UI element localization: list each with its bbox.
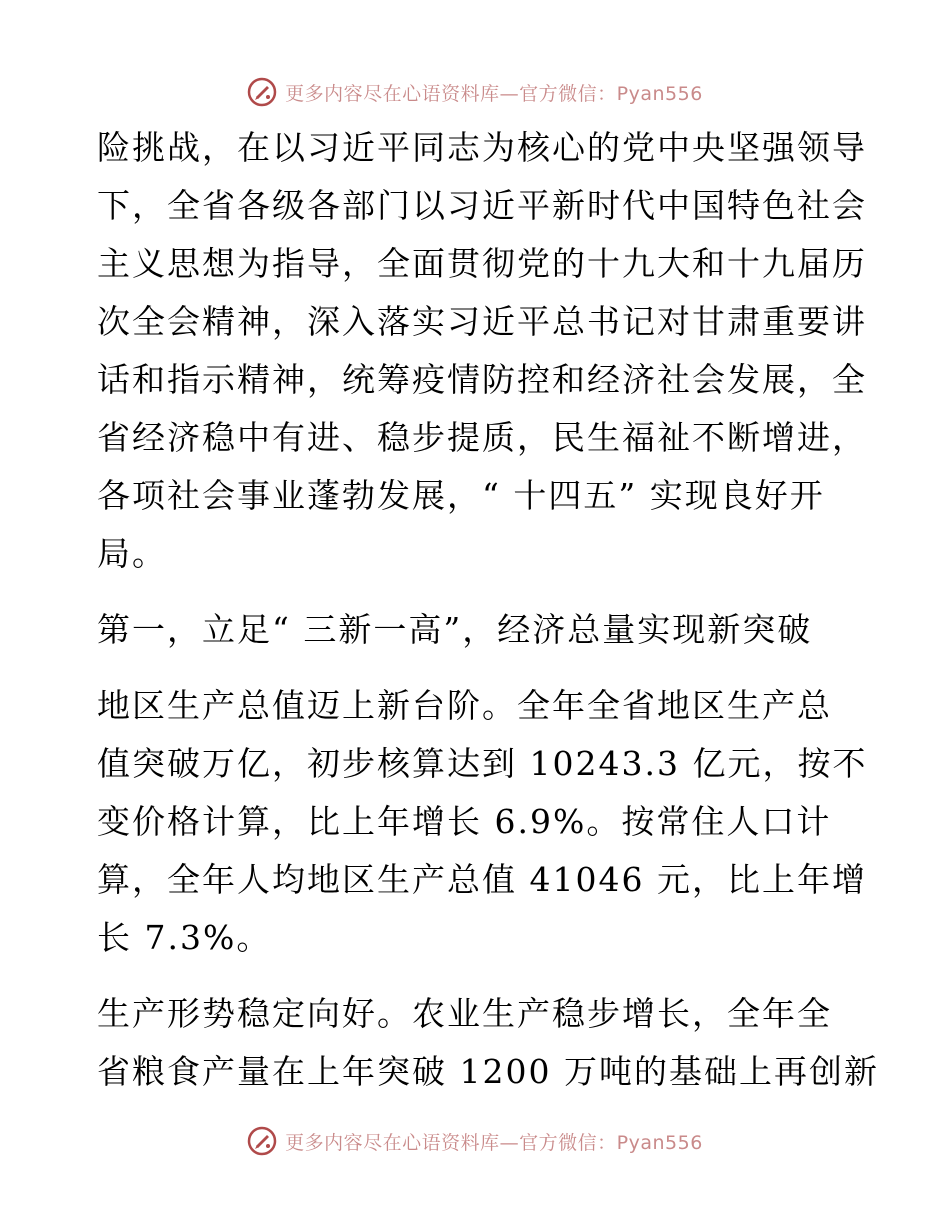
footer-handle: Pyan556 bbox=[616, 1131, 703, 1154]
section-heading: 第一，立足“ 三新一高”，经济总量实现新突破 bbox=[97, 610, 813, 649]
body-line: 长 7.3%。 bbox=[97, 918, 272, 957]
body-line: 话和指示精神，统筹疫情防控和经济社会发展，全 bbox=[97, 360, 867, 399]
page-footer bbox=[0, 1121, 950, 1161]
body-line: 险挑战，在以习近平同志为核心的党中央坚强领导 bbox=[97, 128, 867, 167]
body-line: 值突破万亿，初步核算达到 10243.3 亿元，按不 bbox=[97, 744, 868, 783]
brand-logo-icon bbox=[247, 77, 277, 107]
body-line: 省经济稳中有进、稳步提质，民生福祉不断增进， bbox=[97, 418, 867, 457]
body-line: 次全会精神，深入落实习近平总书记对甘肃重要讲 bbox=[97, 302, 867, 341]
body-line: 下，全省各级各部门以习近平新时代中国特色社会 bbox=[97, 186, 867, 225]
body-line: 各项社会事业蓬勃发展，“ 十四五” 实现良好开 bbox=[97, 476, 825, 515]
body-line: 局。 bbox=[97, 534, 167, 573]
body-line: 地区生产总值迈上新台阶。全年全省地区生产总 bbox=[97, 686, 832, 725]
header-watermark bbox=[285, 79, 703, 106]
body-line: 变价格计算，比上年增长 6.9%。按常住人口计 bbox=[97, 802, 832, 841]
body-line: 生产形势稳定向好。农业生产稳步增长，全年全 bbox=[97, 994, 832, 1033]
brand-logo-icon bbox=[247, 1126, 277, 1156]
footer-watermark-text: 更多内容尽在心语资料库—官方微信： bbox=[285, 1131, 617, 1154]
header-watermark-text: 更多内容尽在心语资料库—官方微信： bbox=[285, 82, 617, 105]
footer-watermark bbox=[285, 1128, 703, 1155]
header-handle: Pyan556 bbox=[616, 82, 703, 105]
body-line: 主义思想为指导，全面贯彻党的十九大和十九届历 bbox=[97, 244, 867, 283]
body-line: 算，全年人均地区生产总值 41046 元，比上年增 bbox=[97, 860, 867, 899]
body-line: 省粮食产量在上年突破 1200 万吨的基础上再创新 bbox=[97, 1052, 879, 1091]
page-header bbox=[0, 72, 950, 112]
